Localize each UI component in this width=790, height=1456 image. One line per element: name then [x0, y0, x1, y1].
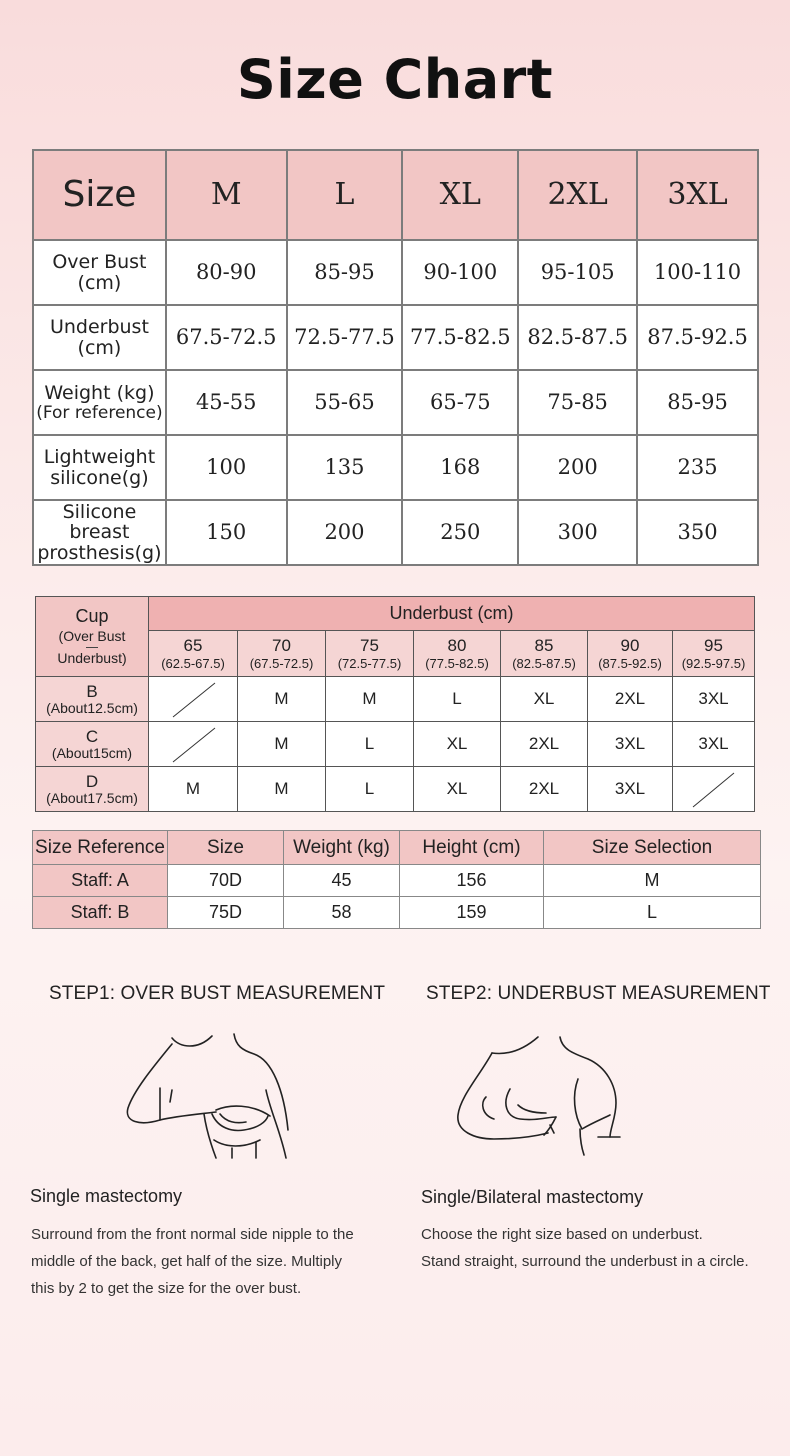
table-cell: L [544, 897, 761, 929]
size-header-2xl: 2XL [518, 150, 637, 240]
not-available-slash [149, 677, 237, 721]
column-header: 90 (87.5-92.5) [588, 631, 673, 677]
table-cell: 77.5-82.5 [402, 305, 518, 370]
table-cell: 85-95 [287, 240, 403, 305]
table-cell: M [238, 767, 326, 812]
table-cell: 3XL [673, 722, 755, 767]
row-label-underbust: Underbust (cm) [33, 305, 166, 370]
row-label-over-bust: Over Bust (cm) [33, 240, 166, 305]
table-cell: 350 [637, 500, 758, 565]
table-cell: 45-55 [166, 370, 287, 435]
row-label-silicone-prosthesis: Silicone breast prosthesis(g) [33, 500, 166, 565]
table-row [36, 767, 755, 812]
size-header-cell: Size [33, 150, 166, 240]
step1-description: Surround from the front normal side nipple to the middle of the back, get half of the size. Multiply this by 2 to get the size for the over bust. [31, 1226, 354, 1297]
table-cell: XL [414, 767, 501, 812]
step2-subtitle: Single/Bilateral mastectomy [421, 1187, 644, 1207]
table-cell: XL [414, 722, 501, 767]
table-cell: 100 [166, 435, 287, 500]
table-cell: M [544, 865, 761, 897]
table-cell: 87.5-92.5 [637, 305, 758, 370]
size-header-3xl: 3XL [637, 150, 758, 240]
reference-header-row [33, 831, 761, 865]
table-cell: 82.5-87.5 [518, 305, 637, 370]
step1-title: STEP1: OVER BUST MEASUREMENT [49, 983, 386, 1004]
column-header: 80 (77.5-82.5) [414, 631, 501, 677]
cup-header-cell: Cup (Over Bust Underbust) [36, 597, 149, 677]
cup-row-label-b: B (About12.5cm) [36, 677, 149, 722]
table-cell: 300 [518, 500, 637, 565]
step2-title: STEP2: UNDERBUST MEASUREMENT [426, 983, 771, 1004]
underbust-measurement-illustration [450, 1033, 630, 1158]
table-cell: 3XL [588, 767, 673, 812]
table-row [33, 865, 761, 897]
table-cell: 159 [400, 897, 544, 929]
table-cell: 2XL [588, 677, 673, 722]
table-cell: 65-75 [402, 370, 518, 435]
column-header: 70 (67.5-72.5) [238, 631, 326, 677]
table-cell: 58 [284, 897, 400, 929]
step1-subtitle: Single mastectomy [30, 1186, 183, 1206]
table-cell: 80-90 [166, 240, 287, 305]
na-cell [149, 722, 238, 767]
size-reference-table [32, 830, 761, 929]
column-header: Size Selection [544, 831, 761, 865]
table-cell: M [238, 722, 326, 767]
table-cell: 150 [166, 500, 287, 565]
column-header: Size [168, 831, 284, 865]
table-cell: 45 [284, 865, 400, 897]
not-available-slash [149, 722, 237, 766]
table-cell: L [326, 722, 414, 767]
table-row [33, 897, 761, 929]
table-cell: 75D [168, 897, 284, 929]
na-cell [673, 767, 755, 812]
row-label: Staff: A [33, 865, 168, 897]
over-bust-measurement-illustration [120, 1030, 300, 1160]
column-header: 75 (72.5-77.5) [326, 631, 414, 677]
column-header: 65 (62.5-67.5) [149, 631, 238, 677]
table-cell: 72.5-77.5 [287, 305, 403, 370]
table-cell: L [326, 767, 414, 812]
size-header-xl: XL [402, 150, 518, 240]
column-header: Height (cm) [400, 831, 544, 865]
table-cell: 2XL [501, 767, 588, 812]
column-header: Weight (kg) [284, 831, 400, 865]
table-cell: 200 [287, 500, 403, 565]
table-cell: 235 [637, 435, 758, 500]
table-cell: 250 [402, 500, 518, 565]
table-cell: 200 [518, 435, 637, 500]
cup-table [35, 596, 755, 812]
table-cell: 85-95 [637, 370, 758, 435]
page-title: Size Chart [236, 48, 554, 111]
table-row [33, 435, 758, 500]
table-cell: M [149, 767, 238, 812]
table-cell: M [238, 677, 326, 722]
table-cell: 90-100 [402, 240, 518, 305]
cup-row-label-c: C (About15cm) [36, 722, 149, 767]
row-label: Staff: B [33, 897, 168, 929]
row-label-lightweight-silicone: Lightweight silicone(g) [33, 435, 166, 500]
table-row [33, 240, 758, 305]
underbust-header: Underbust (cm) [149, 597, 755, 631]
table-cell: 135 [287, 435, 403, 500]
table-cell: 156 [400, 865, 544, 897]
size-table [32, 149, 759, 566]
table-cell: L [414, 677, 501, 722]
table-row [36, 722, 755, 767]
step2-description: Choose the right size based on underbust. Stand straight, surround the underbust in a circle. [421, 1226, 749, 1270]
table-row [33, 305, 758, 370]
table-cell: 55-65 [287, 370, 403, 435]
table-cell: 2XL [501, 722, 588, 767]
table-cell: 67.5-72.5 [166, 305, 287, 370]
table-cell: 75-85 [518, 370, 637, 435]
table-cell: 3XL [588, 722, 673, 767]
column-header: 85 (82.5-87.5) [501, 631, 588, 677]
column-header: 95 (92.5-97.5) [673, 631, 755, 677]
table-cell: 70D [168, 865, 284, 897]
table-row [36, 677, 755, 722]
table-cell: 95-105 [518, 240, 637, 305]
divider [86, 647, 98, 648]
table-cell: 168 [402, 435, 518, 500]
cup-row-label-d: D (About17.5cm) [36, 767, 149, 812]
table-cell: 100-110 [637, 240, 758, 305]
not-available-slash [673, 767, 754, 811]
table-row [33, 500, 758, 565]
size-table-header-row [33, 150, 758, 240]
size-header-m: M [166, 150, 287, 240]
column-header: Size Reference [33, 831, 168, 865]
table-cell: XL [501, 677, 588, 722]
table-cell: M [326, 677, 414, 722]
size-header-l: L [287, 150, 403, 240]
table-row [33, 370, 758, 435]
table-cell: 3XL [673, 677, 755, 722]
na-cell [149, 677, 238, 722]
row-label-weight: Weight (kg) (For reference) [33, 370, 166, 435]
